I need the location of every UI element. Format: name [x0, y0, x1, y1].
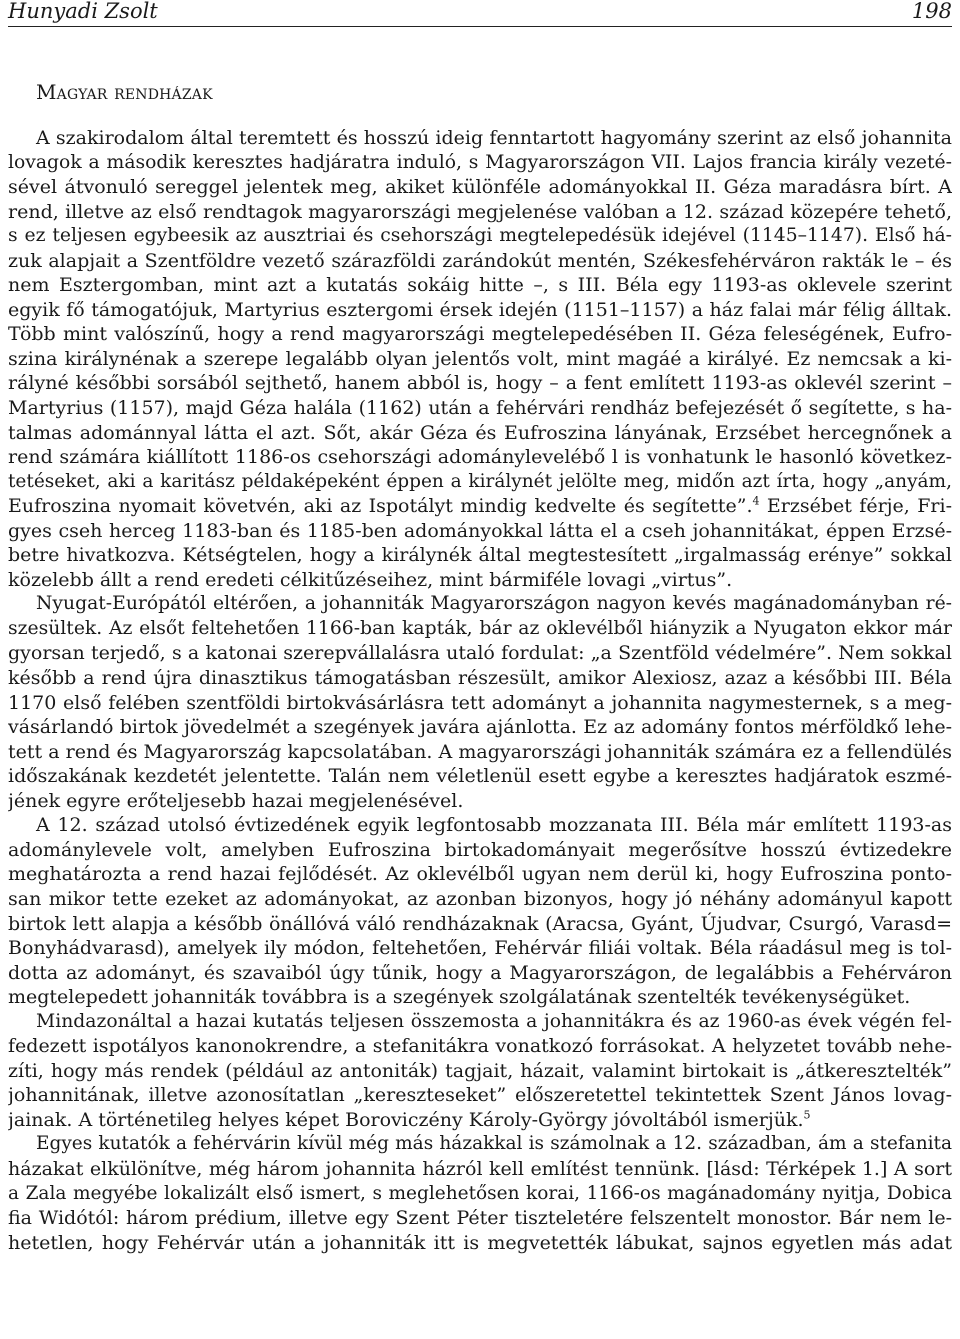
text-line — [8, 789, 952, 814]
text-line — [8, 175, 952, 200]
text-line — [8, 371, 952, 396]
text-line — [8, 1206, 952, 1231]
text-line — [8, 1010, 952, 1035]
text-line — [8, 961, 952, 986]
text-line-content: gyes cseh herceg 1183-ban és 1185-ben adományokkal látta el a cseh johannitákat, éppen Erzsé- — [8, 519, 952, 542]
text-line — [8, 813, 952, 838]
text-line-content: megtelepedett johanniták továbbra is a szegények szolgálatának szentelték tevékenységüket. — [8, 986, 911, 1009]
text-line-content: s ez teljesen egybeesik az ausztriai és csehországi megtelepedésük idejével (1145–1147). Első há- — [8, 225, 952, 247]
text-line-content: házakat elkülönítve, még három johannita házról kell említést tennünk. [lásd: Térképek 1.] A sort — [8, 1157, 952, 1180]
text-line-content: Nyugat-Európától eltérően, a johanniták Magyarországon nagyon kevés magánadományban ré- — [36, 593, 952, 615]
text-line-content: szina királynénak a szerepe legalább olyan jelentős volt, mint magáé a királyé. Ez nemcsak a ki- — [8, 347, 952, 370]
running-header — [8, 0, 952, 27]
text-line-content: később a rend újra dinasztikus támogatásban részesült, amikor Alexiosz, azaz a későbbi III. Béla — [8, 667, 952, 690]
text-line-content: rályné későbbi sorsából sejthető, hanem abból is, hogy – a fent említett 1193-as oklevél szerint – — [8, 372, 952, 395]
text-line — [8, 1034, 952, 1059]
text-line-content: közelebb állt a rend eredeti célkitűzéseihez, mint bármiféle lovagi „virtus”. — [8, 568, 733, 591]
text-line — [8, 691, 952, 716]
text-line-content: Bonyhádvarasd), amelyek ily módon, feltehetően, Fehérvár filiái voltak. Béla ráadásul meg is tol- — [8, 937, 952, 960]
footnote-reference[interactable]: 4 — [752, 494, 760, 508]
text-line-content: egyik fő támogatójuk, Martyrius esztergomi érsek idején (1151–1157) a ház falai már félig álltak. — [8, 298, 952, 321]
text-line — [8, 666, 952, 691]
header-author: Hunyadi Zsolt — [8, 0, 158, 23]
text-line-content: rend számára kiállított 1186-os csehországi adománylevelébő l is vonhatunk le hasonló következ- — [8, 446, 952, 469]
section-title: Magyar rendházak — [36, 80, 213, 104]
text-line-content: jainak. A történetileg helyes képet Boroviczény Károly-György jóvoltából ismerjük. — [8, 1108, 804, 1131]
text-line — [8, 322, 952, 347]
text-line-content: szesültek. Az elsőt feltehetően 1166-ban kapták, bár az oklevélből hiányzik a Nyugaton ekkor már — [8, 617, 952, 639]
text-line-content: johannitának, illetve azonosítatlan „kereszteseket” előszeretettel tekintettek Szent János lovag- — [8, 1084, 952, 1107]
text-line — [8, 298, 952, 323]
text-line — [8, 224, 952, 249]
text-line — [8, 396, 952, 421]
body-text — [8, 126, 952, 1255]
text-line — [8, 347, 952, 372]
text-line-content: betre hivatkozva. Kétségtelen, hogy a királynék által megtestesített „irgalmasság erénye” sokkal — [8, 544, 952, 567]
text-line-content: adománylevele volt, amelyben Eufroszina birtokadományait megerősítve hosszú évtizedekre — [8, 838, 952, 861]
text-line — [8, 445, 952, 470]
text-line — [8, 592, 952, 617]
text-line — [8, 985, 952, 1010]
text-line-content: gyorsan terjedő, s a katonai szerepvállalásra utaló fordulat: „a Szentföld védelmére”. Nem sokkal — [8, 642, 952, 665]
text-line-content: birtok lett alapja a később önállóvá váló rendházaknak (Aracsa, Gyánt, Újudvar, Csurgó, Varasd= — [8, 912, 952, 935]
footnote-reference[interactable]: 5 — [803, 1108, 811, 1122]
text-line-continuation: Erzsébet férje, Fri- — [759, 495, 952, 518]
text-line — [8, 1132, 952, 1157]
text-line — [8, 641, 952, 666]
text-line — [8, 1157, 952, 1182]
text-line — [8, 200, 952, 225]
text-line-content: Martyrius (1157), majd Géza halála (1162) után a fehérvári rendház befejezését ő segítette, s ha- — [8, 397, 952, 420]
text-line — [8, 1083, 952, 1108]
text-line-content: talmas adománnyal látta el azt. Sőt, akár Géza és Eufroszina lányának, Erzsébet hercegnőnek a — [8, 421, 952, 444]
text-line — [8, 764, 952, 789]
text-line — [8, 151, 952, 176]
text-line — [8, 543, 952, 568]
text-line-content: a Zala megyébe lokalizált első ismert, s meglehetősen korai, 1166-os magánadomány nyitja, Dobica — [8, 1182, 952, 1204]
text-line-content: san mikor tette ezeket az adományokat, az azonban bizonyos, hogy jó néhány adományul kapott — [8, 887, 952, 910]
text-line-content: 1170 első felében szentföldi birtokvásárlásra tett adományt a johannita nagymesternek, s a meg- — [8, 691, 952, 714]
text-line — [8, 887, 952, 912]
text-line — [8, 838, 952, 863]
text-line-content: zíti, hogy más rendek (például az antoniták) tagjait, házait, valamint birtokait is „átkeresztelték” — [8, 1059, 952, 1082]
text-line-content: időszakának kezdetét jelentette. Talán nem véletlenül esett egybe a keresztes hadjáratok eszmé- — [8, 765, 952, 788]
text-line — [8, 1108, 952, 1133]
text-line-content: dotta az adományt, és szavaiból úgy tűnik, hogy a Magyarországon, de legalábbis a Fehérváron — [8, 961, 952, 984]
text-line-content: Egyes kutatók a fehérvárin kívül még más házakkal is számolnak a 12. században, ám a stefanita — [36, 1133, 952, 1155]
text-line-content: fedezett ispotályos kanonokrendre, a stefanitákra vonatkozó forrásokat. A helyzetet tovább nehe- — [8, 1035, 952, 1058]
text-line-content: jének egyre erőteljesebb hazai megjelenésével. — [8, 789, 464, 812]
text-line — [8, 715, 952, 740]
text-line-content: zuk alapjait a Szentföldre vezető szárazföldi zarándokút mentén, Székesfehérváron rakták le – és — [8, 249, 952, 272]
text-line — [8, 617, 952, 642]
text-line-content: Több mint valószínű, hogy a rend magyarországi megtelepedésében II. Géza feleségének, Eufro- — [8, 323, 952, 346]
text-line-content: tetéseket, aki a karitász példaképeként éppen a királynét jelölte meg, midőn azt írta, hogy „anyám, — [8, 470, 952, 492]
text-line — [8, 862, 952, 887]
text-line-content: A 12. század utolsó évtizedének egyik legfontosabb mozzanata III. Béla már említett 1193-as — [36, 814, 952, 837]
text-line — [8, 273, 952, 298]
text-line-content: nem Esztergomban, mint azt a kutatás sokáig hitte –, s III. Béla egy 1193-as oklevele szerint — [8, 274, 952, 297]
text-line-content: A szakirodalom által teremtett és hosszú ideig fenntartott hagyomány szerint az első johannita — [36, 127, 952, 149]
text-line — [8, 1182, 952, 1207]
text-line — [8, 1231, 952, 1256]
text-line-content: sével átvonuló sereggel jelentek meg, akiket különféle adományokkal II. Géza maradásra bírt. A — [8, 176, 952, 199]
header-page-number: 198 — [911, 0, 952, 23]
text-line — [8, 470, 952, 495]
text-line-content: Eufroszina nyomait követvén, aki az Ispotályt mindig kedvelte és segítette”. — [8, 495, 753, 518]
text-line — [8, 1059, 952, 1084]
text-line-content: tett a rend és Magyarország kapcsolatában. A magyarországi johanniták számára ez a fellendülés — [8, 740, 952, 763]
text-line — [8, 740, 952, 765]
text-line — [8, 568, 952, 593]
text-line-content: rend, illetve az első rendtagok magyarországi megjelenése valóban a 12. század közepére tehető, — [8, 200, 952, 223]
text-line — [8, 249, 952, 274]
text-line-content: hetetlen, hogy Fehérvár után a johanniták itt is megvetették lábukat, sajnos egyetlen más adat — [8, 1231, 952, 1254]
text-line — [8, 421, 952, 446]
text-line-content: meghatározta a rend hazai fejlődését. Az oklevélből ugyan nem derül ki, hogy Eufroszina ponto- — [8, 863, 952, 886]
text-line-content: Mindazonáltal a hazai kutatás teljesen összemosta a johannitákra és az 1960-as évek végén fel- — [36, 1010, 952, 1032]
text-line — [8, 519, 952, 544]
text-line — [8, 126, 952, 151]
text-line-content: lovagok a második keresztes hadjáratra induló, s Magyarországon VII. Lajos francia király vezeté- — [8, 151, 952, 173]
text-line — [8, 936, 952, 961]
text-line-content: vásárlandó birtok jövedelmét a szegények javára ajánlotta. Ez az adomány fontos mérföldkő lehe- — [8, 716, 952, 739]
text-line — [8, 912, 952, 937]
text-line — [8, 494, 952, 519]
text-line-content: fia Widótól: három prédium, illetve egy Szent Péter tiszteletére felszentelt monostor. Bár nem le- — [8, 1207, 952, 1230]
